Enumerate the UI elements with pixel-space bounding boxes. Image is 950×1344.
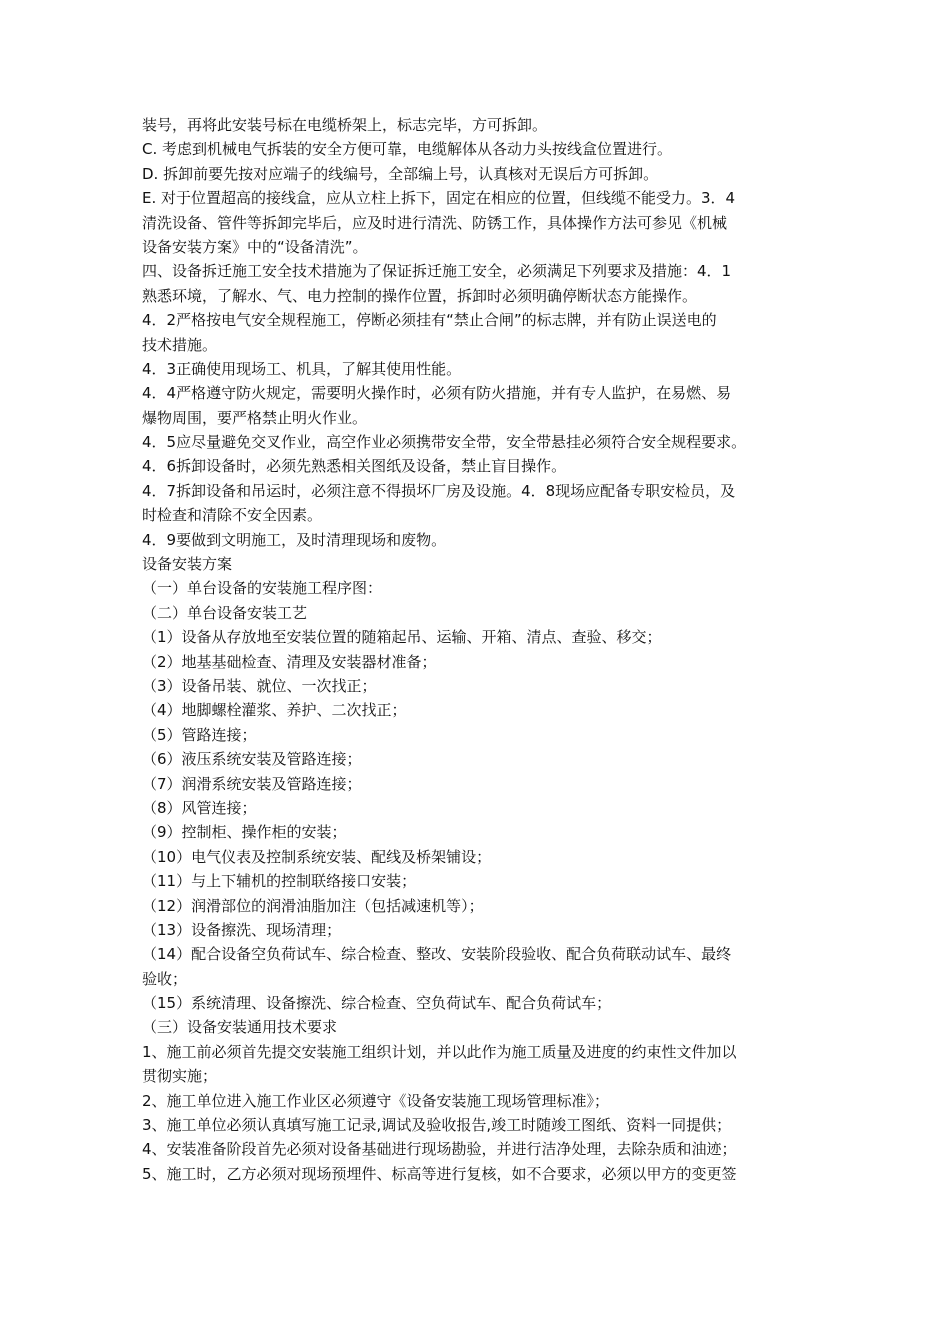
list-item: （2）地基基础检查、清理及安装器材准备； [142,652,437,671]
list-item: （6）液压系统安装及管路连接； [142,750,362,769]
list-item: 1、施工前必须首先提交安装施工组织计划，并以此作为施工质量及进度的约束性文件加以 [142,1042,737,1061]
subsection-heading: （三）设备安装通用技术要求 [142,1018,338,1037]
list-item: （13）设备擦洗、现场清理； [142,920,342,939]
text-line: 熟悉环境，了解水、气、电力控制的操作位置，拆卸时必须明确停断状态方能操作。 [142,286,698,305]
text-line: 清洗设备、管件等拆卸完毕后，应及时进行清洗、防锈工作，具体操作方法可参见《机械 [142,213,728,232]
text-line: 4．2严格按电气安全规程施工，停断必须挂有“禁止合闸”的标志牌，并有防止误送电的 [142,311,717,330]
list-item: （15）系统清理、设备擦洗、综合检查、空负荷试车、配合负荷试车； [142,994,612,1013]
text-line: 4．5应尽量避免交叉作业，高空作业必须携带安全带，安全带悬挂必须符合安全规程要求。 [142,433,747,452]
text-line: 时检查和清除不安全因素。 [142,506,323,525]
section-heading: 四、设备拆迁施工安全技术措施为了保证拆迁施工安全，必须满足下列要求及措施：4．1 [142,262,732,281]
list-item: （9）控制柜、操作柜的安装； [142,823,347,842]
list-item: （8）风管连接； [142,798,257,817]
document-body [142,113,822,1186]
text-line: 4．7拆卸设备和吊运时，必须注意不得损坏厂房及设施。4．8现场应配备专职安检员，及 [142,481,736,500]
list-item: （10）电气仪表及控制系统安装、配线及桥架铺设； [142,847,492,866]
text-line: 4．9要做到文明施工，及时清理现场和废物。 [142,530,447,549]
list-item: 5、施工时，乙方必须对现场预埋件、标高等进行复核，如不合要求，必须以甲方的变更签 [142,1164,737,1183]
text-line: E. 对于位置超高的接线盒，应从立柱上拆下，固定在相应的位置，但线缆不能受力。3．4 [142,189,736,208]
text-line: 设备安装方案》中的“设备清洗”。 [142,237,368,256]
list-item: （7）润滑系统安装及管路连接； [142,774,362,793]
list-item: （12）润滑部位的润滑油脂加注（包括减速机等）； [142,896,484,915]
list-item: （5）管路连接； [142,725,257,744]
text-line: D. 拆卸前要先按对应端子的线编号，全部编上号，认真核对无误后方可拆卸。 [142,164,659,183]
text-line: 4．3正确使用现场工、机具，了解其使用性能。 [142,359,462,378]
text-line: 4．4严格遵守防火规定，需要明火操作时，必须有防火措施，并有专人监护，在易燃、易 [142,384,732,403]
text-line: 爆物周围，要严格禁止明火作业。 [142,408,368,427]
list-item: 3、施工单位必须认真填写施工记录,调试及验收报告,竣工时随竣工图纸、资料一同提供； [142,1116,732,1135]
list-item: （11）与上下辅机的控制联络接口安装； [142,872,417,891]
list-item: 2、施工单位进入施工作业区必须遵守《设备安装施工现场管理标准》； [142,1091,610,1110]
list-item: 贯彻实施； [142,1067,218,1086]
text-line: 4．6拆卸设备时，必须先熟悉相关图纸及设备，禁止盲目操作。 [142,457,567,476]
subsection-heading: （二）单台设备安装工艺 [142,603,308,622]
list-item: （4）地脚螺栓灌浆、养护、二次找正； [142,701,407,720]
list-item: （1）设备从存放地至安装位置的随箱起吊、运输、开箱、清点、查验、移交； [142,628,662,647]
list-item: 4、安装准备阶段首先必须对设备基础进行现场勘验，并进行洁净处理，去除杂质和油迹； [142,1140,737,1159]
text-line: C. 考虑到机械电气拆装的安全方便可靠，电缆解体从各动力头按线盒位置进行。 [142,140,673,159]
text-line: 装号，再将此安装号标在电缆桥架上，标志完毕，方可拆卸。 [142,116,548,134]
subsection-heading: （一）单台设备的安装施工程序图： [142,579,383,598]
text-line: 技术措施。 [142,335,218,354]
list-item: 验收； [142,969,188,988]
list-item: （14）配合设备空负荷试车、综合检查、整改、安装阶段验收、配合负荷联动试车、最终 [142,945,732,964]
list-item: （3）设备吊装、就位、一次找正； [142,676,377,695]
section-heading: 设备安装方案 [142,555,233,574]
